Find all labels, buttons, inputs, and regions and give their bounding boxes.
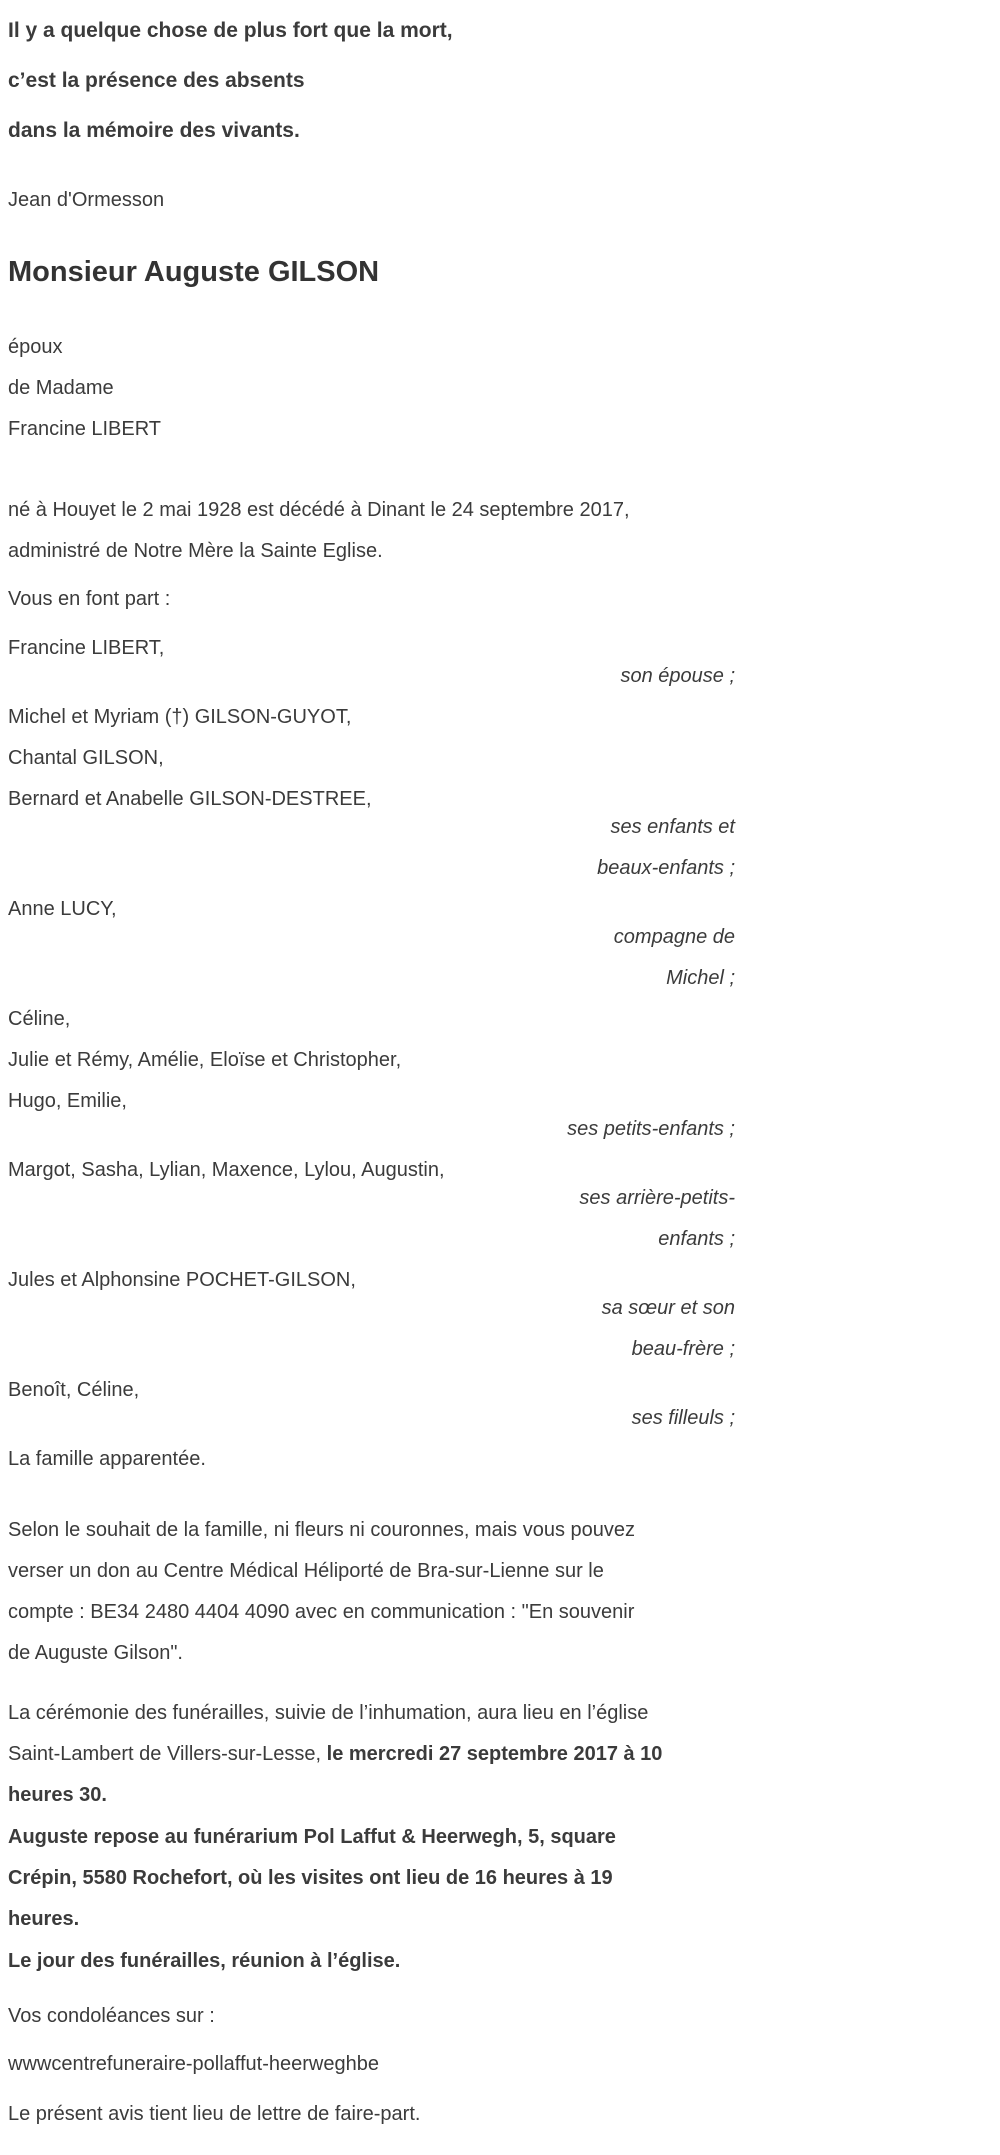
family-group-spouse — [8, 628, 735, 697]
family-name-line: Benoît, Céline, — [8, 1379, 140, 1401]
funeral-meeting-notice: Le jour des funérailles, réunion à l’église. — [8, 1950, 401, 1972]
condolences-site: wwwcentrefuneraire-pollaffut-heerweghbe — [8, 2053, 379, 2075]
ceremony-line: heures 30. — [8, 1784, 107, 1806]
family-name-line: Céline, — [8, 1008, 71, 1030]
family-name-line: Hugo, Emilie, — [8, 1090, 127, 1112]
family-name-line: Francine LIBERT, — [8, 637, 165, 659]
family-name-line: Julie et Rémy, Amélie, Eloïse et Christopher, — [8, 1049, 402, 1071]
family-group-sister — [8, 1260, 735, 1370]
family-closing: La famille apparentée. — [8, 1448, 206, 1470]
ceremony-place: Saint-Lambert de Villers-sur-Lesse, — [8, 1743, 327, 1765]
family-name-line: Bernard et Anabelle GILSON-DESTREE, — [8, 788, 372, 810]
donation-line: compte : BE34 2480 4404 4090 avec en communication : "En souvenir — [8, 1601, 635, 1623]
spouse-line-2: de Madame — [8, 377, 114, 399]
life-summary — [8, 490, 735, 572]
ceremony-notice — [8, 1693, 735, 1816]
family-relation-line: compagne de — [613, 926, 735, 948]
family-name-line: Margot, Sasha, Lylian, Maxence, Lylou, Augustin, — [8, 1159, 445, 1181]
condolences-label: Vos condoléances sur : — [8, 2005, 215, 2027]
family-relation-line: beau-frère ; — [631, 1338, 735, 1360]
family-relation-line: sa sœur et son — [601, 1297, 735, 1319]
life-line-2: administré de Notre Mère la Sainte Eglise. — [8, 540, 383, 562]
quote-line-2: c’est la présence des absents — [8, 69, 305, 92]
family-group-godchildren — [8, 1370, 735, 1439]
family-relation-line: enfants ; — [658, 1228, 735, 1250]
family-relation-line: ses arrière-petits- — [579, 1187, 735, 1209]
donation-notice — [8, 1510, 735, 1674]
life-line-1: né à Houyet le 2 mai 1928 est décédé à Dinant le 24 septembre 2017, — [8, 499, 630, 521]
family-group-great-grandchildren — [8, 1150, 735, 1260]
family-group-children — [8, 697, 735, 889]
family-group-companion — [8, 889, 735, 999]
family-name-line: Jules et Alphonsine POCHET-GILSON, — [8, 1269, 356, 1291]
donation-line: Selon le souhait de la famille, ni fleurs ni couronnes, mais vous pouvez — [8, 1519, 636, 1541]
donation-line: verser un don au Centre Médical Héliporté de Bra-sur-Lienne sur le — [8, 1560, 604, 1582]
repose-line: Auguste repose au funérarium Pol Laffut & Heerwegh, 5, square — [8, 1826, 616, 1848]
spouse-line-3: Francine LIBERT — [8, 418, 162, 440]
spouse-line-1: époux — [8, 336, 63, 358]
family-list — [8, 628, 735, 1480]
content-column — [8, 6, 735, 2135]
family-relation — [8, 917, 735, 999]
family-name-line: Anne LUCY, — [8, 898, 117, 920]
quote-line-1: Il y a quelque chose de plus fort que la mort, — [8, 19, 453, 42]
family-relation-line: Michel ; — [666, 967, 735, 989]
family-group-grandchildren — [8, 999, 735, 1150]
family-intro: Vous en font part : — [8, 588, 171, 610]
spouse-intro — [8, 327, 735, 450]
repose-line: Crépin, 5580 Rochefort, où les visites ont lieu de 16 heures à 19 — [8, 1867, 613, 1889]
quote-author: Jean d'Ormesson — [8, 189, 165, 211]
family-name-line: Chantal GILSON, — [8, 747, 164, 769]
family-relation-line: beaux-enfants ; — [597, 857, 735, 879]
repose-line: heures. — [8, 1908, 80, 1930]
donation-line: de Auguste Gilson". — [8, 1642, 183, 1664]
repose-notice — [8, 1817, 735, 1940]
ceremony-datetime: le mercredi 27 septembre 2017 à 10 — [326, 1743, 663, 1765]
deceased-name: Monsieur Auguste GILSON — [8, 256, 380, 288]
closing-notice: Le présent avis tient lieu de lettre de faire-part. — [8, 2103, 421, 2125]
quote-block — [8, 6, 735, 156]
ceremony-line: La cérémonie des funérailles, suivie de l’inhumation, aura lieu en l’église — [8, 1702, 649, 1724]
family-relation-line: ses petits-enfants ; — [567, 1118, 735, 1140]
family-relation-line: son épouse ; — [620, 665, 735, 687]
ceremony-line — [8, 1734, 735, 1775]
family-relation-line: ses enfants et — [610, 816, 735, 838]
family-relation-line: ses filleuls ; — [631, 1407, 735, 1429]
family-name-line: Michel et Myriam (†) GILSON-GUYOT, — [8, 706, 352, 728]
quote-line-3: dans la mémoire des vivants. — [8, 119, 300, 142]
